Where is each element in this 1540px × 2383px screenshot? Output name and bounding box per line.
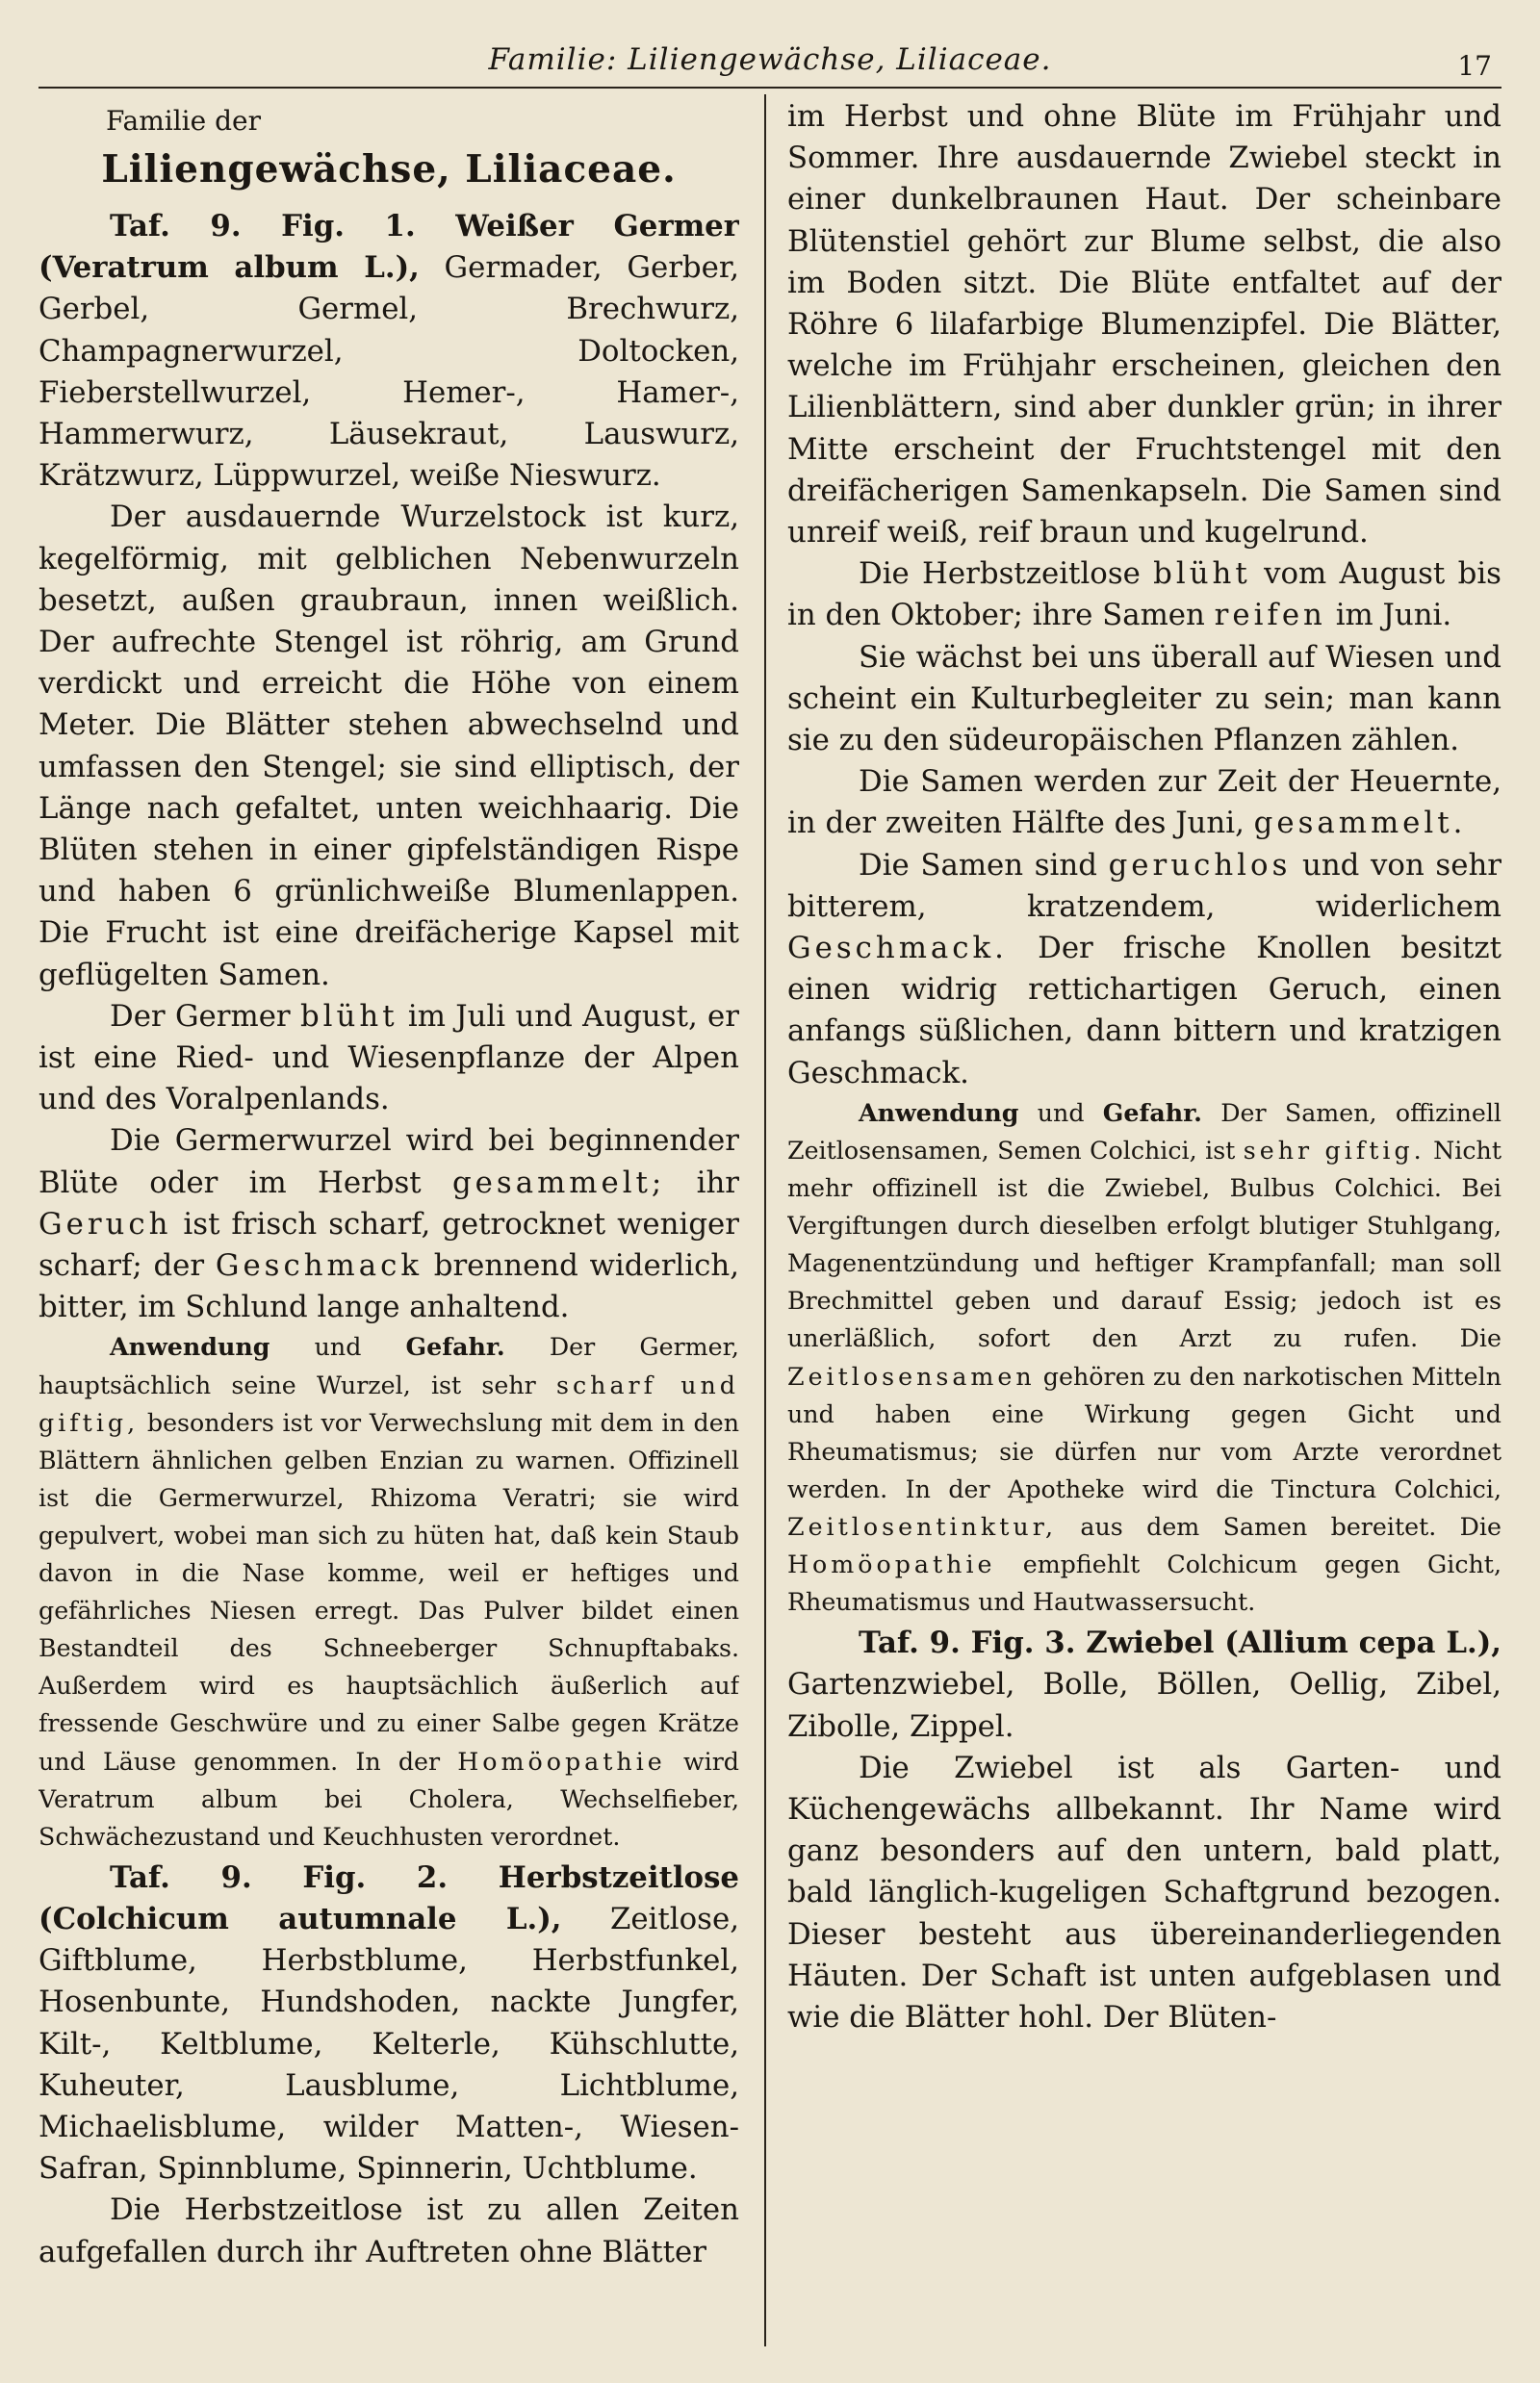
emphasis-text: Geschmack. [787,931,1008,966]
common-names: Zeitlose, Giftblume, Herbstblume, Herbstfunkel, Hosenbunte, Hundshoden, nackte Jungfer, Kilt-, Keltblume, Kelterle, Kühschlutte, Kuheuter, Lausblume, Lichtblume, Michaelisblume, wilder Matten-, Wiesen-Safran, Spinnblume, Spinnerin, Uchtblume. [38,1902,739,2187]
paragraph-intro: Die Herbstzeitlose ist zu allen Zeiten aufgefallen durch ihr Auftreten ohne Blätter [38,2192,739,2269]
emphasis-text: Homöopathie [457,1747,666,1776]
running-head [38,37,1502,85]
emphasis-text: blüht [299,998,398,1034]
species-entry-allium [787,1623,1502,1748]
emphasis-text: sehr giftig. [1243,1136,1425,1165]
emphasis-text: reifen [1214,598,1326,633]
running-title: Familie: Liliengewächse, Liliaceae. [488,42,1052,77]
paragraph-continued: im Herbst und ohne Blüte im Frühjahr und Sommer. Ihre ausdauernde Zwiebel steckt in einer dunkelbraunen Haut. Der scheinbare Blütenstiel gehört zur Blume selbst, die also im Boden sitzt. Die Blüte entfaltet auf der Röhre 6 lilafarbige Blumenzipfel. Die Blätter, welche im Frühjahr erscheinen, gleichen den Lilienblättern, sind aber dunkler grün; in ihrer Mitte erscheint der Fruchtstengel mit den dreifächerigen Samenkapseln. Die Samen sind unreif weiß, reif braun und kugelrund. [787,99,1502,551]
paragraph-properties: Die Samen sind geruchlos und von sehr bitterem, kratzendem, widerlichem Geschmack. Der frische Knollen besitzt einen widrig rettichartigen Geruch, einen anfangs süßlichen, dann bittern und kratzigen Geschmack. [787,847,1502,1090]
species-reference: Taf. 9. Fig. 3. Zwiebel (Allium cepa L.), [859,1626,1502,1661]
emphasis-text: gesammelt. [1253,806,1467,841]
emphasis-text: geruchlos [1108,847,1292,883]
paragraph-description: Die Zwiebel ist als Garten- und Küchengewächs allbekannt. Ihr Name wird ganz besonders auf den untern, bald platt, bald länglich-kugeligen Schaftgrund bezogen. Dieser besteht aus übereinanderliegenden Häuten. Der Schaft ist unten aufgeblasen und wie die Blätter hohl. Der Blüten- [787,1750,1502,2036]
emphasis-text: blüht [1153,556,1251,592]
danger-label: Gefahr. [405,1332,505,1362]
danger-label: Gefahr. [1102,1097,1202,1127]
species-reference: Taf. 9. Fig. 1. Weißer Germer (Veratrum album L.), [38,209,739,286]
emphasis-text: scharf und giftig, [38,1371,739,1437]
paragraph-collection: Die Germerwurzel wird bei beginnender Blüte oder im Herbst gesammelt; ihr Geruch ist frisch scharf, getrocknet weniger scharf; der Geschmack brennend widerlich, bitter, im Schlund lange anhaltend. [38,1123,739,1325]
paragraph-flowering: Der Germer blüht im Juli und August, er ist eine Ried- und Wiesenpflanze der Alpen und des Voralpenlands. [38,998,739,1117]
left-column [38,96,739,2353]
column-divider [764,94,766,2346]
common-names: Gartenzwiebel, Bolle, Böllen, Oellig, Zibel, Zibolle, Zippel. [787,1667,1502,1744]
species-entry-colchicum [38,1858,739,2191]
usage-label: Anwendung [110,1332,270,1362]
emphasis-text: Geruch [38,1206,172,1242]
right-column [787,96,1502,2353]
emphasis-text: Homöopathie [787,1550,996,1578]
header-rule [38,87,1502,89]
emphasis-text: gesammelt; [451,1165,666,1200]
family-heading: Liliengewächse, Liliaceae. [101,147,677,192]
common-names: Germader, Gerber, Gerbel, Germel, Brechwurz, Champagnerwurzel, Doltocken, Fieberstellwurzel, Hemer-, Hamer-, Hammerwurz, Läusekraut, Lauswurz, Krätzwurz, Lüppwurzel, weiße Nieswurz. [38,250,739,494]
paragraph-flowering: Die Herbstzeitlose blüht vom August bis in den Oktober; ihre Samen reifen im Juni. [787,556,1502,633]
usage-section: Anwendung und Gefahr. Der Germer, hauptsächlich seine Wurzel, ist sehr scharf und giftig, besonders ist vor Verwechslung mit dem in den Blättern ähnlichen gelben Enzian zu warnen. Offizinell ist die Germerwurzel, Rhizoma Veratri; sie wird gepulvert, wobei man sich zu hüten hat, daß kein Staub davon in die Nase komme, weil er heftiges und gefährliches Niesen erregt. Das Pulver bildet einen Bestandteil des Schneeberger Schnupftabaks. Außerdem wird es hauptsächlich äußerlich auf fressende Geschwüre und zu einer Salbe gegen Krätze und Läuse genommen. In der Homöopathie wird Veratrum album bei Cholera, Wechselfieber, Schwächezustand und Keuchhusten verordnet. [38,1332,739,1851]
paragraph-habitat: Sie wächst bei uns überall auf Wiesen und scheint ein Kulturbegleiter zu sein; man kann sie zu den südeuropäischen Pflanzen zählen. [787,639,1502,758]
species-reference: Taf. 9. Fig. 2. Herbstzeitlose (Colchicum autumnale L.), [38,1859,739,1936]
usage-label: Anwendung [859,1097,1019,1127]
family-label: Familie der [106,105,261,137]
species-entry-veratrum [38,206,739,497]
paragraph-collection: Die Samen werden zur Zeit der Heuernte, in der zweiten Hälfte des Juni, gesammelt. [787,764,1502,841]
page-number: 17 [1457,50,1492,82]
emphasis-text: Zeitlosentinktur, [787,1512,1058,1541]
emphasis-text: Zeitlosensamen [787,1362,1036,1391]
emphasis-text: Geschmack [215,1248,424,1284]
usage-section: Anwendung und Gefahr. Der Samen, offizinell Zeitlosensamen, Semen Colchici, ist sehr giftig. Nicht mehr offizinell ist die Zwiebel, Bulbus Colchici. Bei Vergiftungen durch dieselben erfolgt blutiger Stuhlgang, Magenentzündung und heftiger Krampfanfall; man soll Brechmittel geben und darauf Essig; jedoch ist es unerläßlich, sofort den Arzt zu rufen. Die Zeitlosensamen gehören zu den narkotischen Mitteln und haben eine Wirkung gegen Gicht und Rheumatismus; sie dürfen nur vom Arzte verordnet werden. In der Apotheke wird die Tinctura Colchici, Zeitlosentinktur, aus dem Samen bereitet. Die Homöopathie empfiehlt Colchicum gegen Gicht, Rheumatismus und Hautwassersucht. [787,1097,1502,1617]
paragraph-description: Der ausdauernde Wurzelstock ist kurz, kegelförmig, mit gelblichen Nebenwurzeln besetzt, außen graubraun, innen weißlich. Der aufrechte Stengel ist röhrig, am Grund verdickt und erreicht die Höhe von einem Meter. Die Blätter stehen abwechselnd und umfassen den Stengel; sie sind elliptisch, der Länge nach gefaltet, unten weichhaarig. Die Blüten stehen in einer gipfelständigen Rispe und haben 6 grünlichweiße Blumenlappen. Die Frucht ist eine dreifächerige Kapsel mit geflügelten Samen. [38,500,739,992]
